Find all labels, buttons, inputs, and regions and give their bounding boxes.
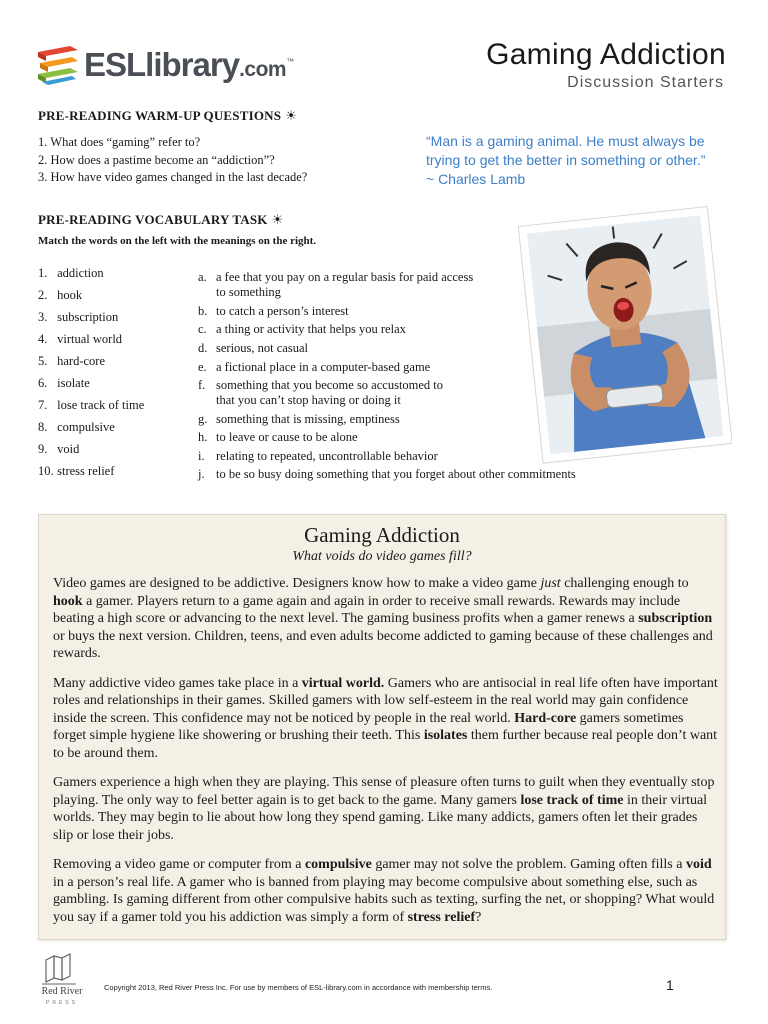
list-item: 6. isolate	[38, 376, 90, 390]
quote-line: trying to get the better in something or other.”	[426, 152, 706, 168]
reading-subtitle: What voids do video games fill?	[292, 549, 472, 564]
paragraph: Removing a video game or computer from a compulsive gamer may not solve the problem. Gaming often fills a void in a person’s real life. A gamer who is banned from playing may become compulsive about something else, such as gambling. Is gaming different from other compulsive habits such as texting, surfing the net, or shopping? What would you say if a gamer told you his addiction was simply a form of stress relief?	[53, 857, 715, 925]
warmup-questions	[38, 134, 307, 187]
page-title: Gaming Addiction	[486, 38, 726, 71]
list-item: 1. What does “gaming” refer to?	[38, 135, 201, 149]
red-river-press-logo	[36, 952, 86, 1014]
esl-library-logo	[36, 42, 294, 94]
list-item: 8. compulsive	[38, 420, 115, 434]
list-item: 4. virtual world	[38, 332, 123, 346]
quote-author: ~ Charles Lamb	[426, 171, 526, 187]
list-item: 3. subscription	[38, 310, 119, 324]
logo-wordmark: ESLlibrary.com™	[84, 46, 294, 83]
publisher-press: PRESS	[46, 1000, 78, 1006]
list-item: 2. hook	[38, 288, 83, 302]
list-item: 3. How have video games changed in the last decade?	[38, 170, 308, 184]
paragraph: Many addictive video games take place in a virtual world. Gamers who are antisocial in real life often have important roles and relationships in their games. Skilled gamers with low self-esteem in the real world may gain confidence inside the screen. This confidence may not be noticed by people in the real world. Hard-core gamers sometimes forget simple hygiene like showering or brushing their teeth. This isolates them further because real people don’t want to be around them.	[53, 675, 718, 761]
paragraph: Gamers experience a high when they are playing. This sense of pleasure often turns to guilt when they eventually stop playing. The only way to feel better again is to get back to the game. Many gamers lose track of time in their virtual worlds. They may begin to lie about how long they spend gaming. Like many addicts, gamers often let their grades slip or lose their jobs.	[53, 775, 715, 843]
list-item: 7. lose track of time	[38, 398, 145, 412]
gamer-illustration	[516, 198, 732, 468]
sun-icon: ☀	[285, 108, 298, 123]
vocab-heading: PRE-READING VOCABULARY TASK ☀	[38, 212, 284, 227]
reading-passage	[38, 514, 726, 940]
vocab-word-list	[38, 266, 144, 486]
books-icon	[36, 952, 86, 986]
list-item: 1. addiction	[38, 266, 104, 280]
page-subtitle: Discussion Starters	[567, 74, 724, 91]
sun-icon: ☀	[271, 212, 284, 227]
quote-line: “Man is a gaming animal. He must always be	[426, 133, 705, 149]
vocab-instruction: Match the words on the left with the meanings on the right.	[38, 235, 317, 247]
copyright-text: Copyright 2013, Red River Press Inc. For use by members of ESL-library.com in accordance with membership terms.	[104, 983, 493, 992]
list-item: 2. How does a pastime become an “addiction”?	[38, 152, 275, 167]
reading-title: Gaming Addiction	[304, 523, 460, 547]
book-stack-icon	[36, 44, 80, 90]
page-number: 1	[666, 977, 674, 993]
list-item: 10. stress relief	[38, 464, 115, 478]
warmup-heading: PRE-READING WARM-UP QUESTIONS ☀	[38, 108, 298, 123]
paragraph: Video games are designed to be addictive. Designers know how to make a video game just challenging enough to hook a gamer. Players return to a game again and again in order to receive small rewards. Rewards may include beating a high score or advancing to the next level. The gaming business profits when a gamer renews a subscription or buys the next version. Children, teens, and even adults become addicted to gaming because of these challenges and rewards.	[53, 576, 713, 661]
list-item: 5. hard-core	[38, 354, 106, 368]
publisher-name: Red River	[41, 986, 83, 997]
reading-body	[53, 575, 719, 938]
quote	[426, 132, 736, 189]
list-item: 9. void	[38, 442, 80, 456]
